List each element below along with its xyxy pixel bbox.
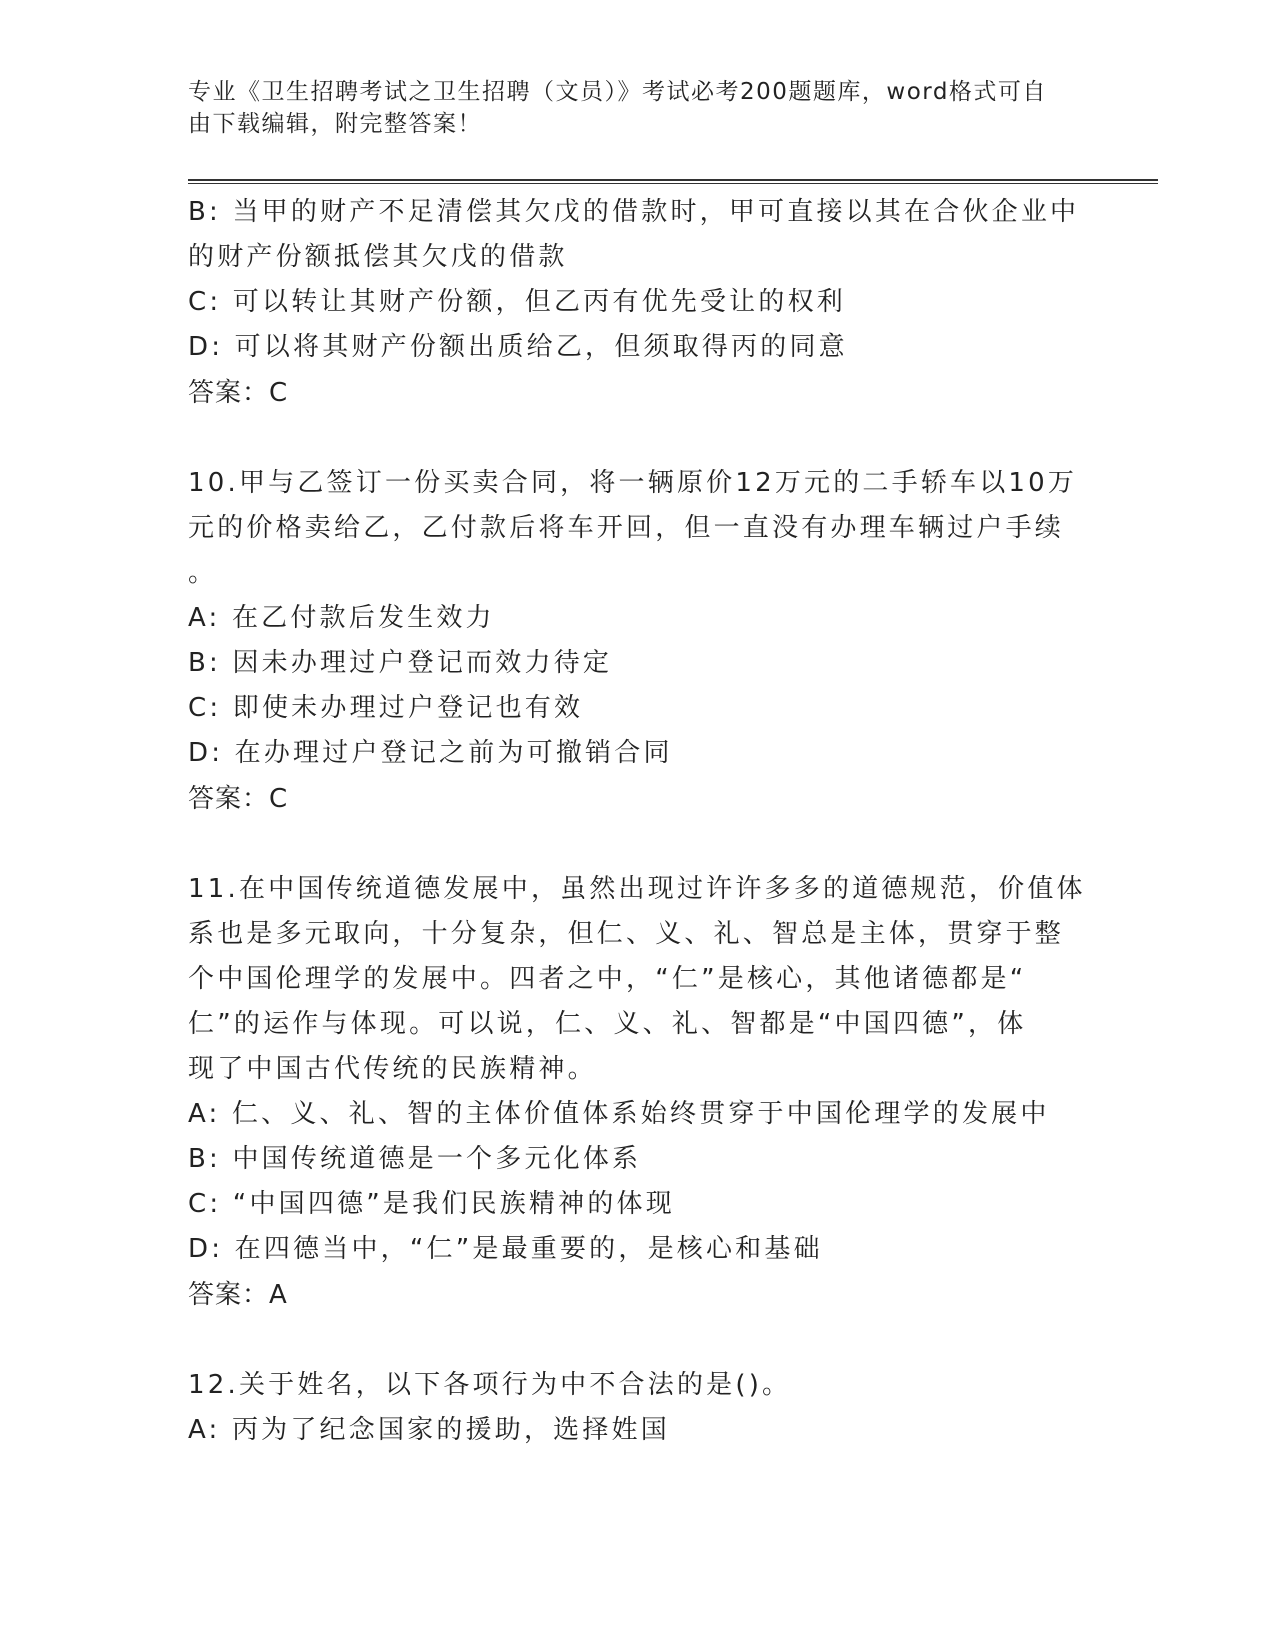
q11-option-c: C: “中国四德”是我们民族精神的体现 [188,1189,675,1219]
question-10 [188,461,1088,822]
q11-stem-line-3: 个中国伦理学的发展中。四者之中，“仁”是核心，其他诸德都是“ [188,964,1027,994]
q10-stem-line-1: 10.甲与乙签订一份买卖合同，将一辆原价12万元的二手轿车以10万 [188,468,1078,498]
question-content [188,190,1088,1453]
q11-stem-line-1: 11.在中国传统道德发展中，虽然出现过许许多多的道德规范，价值体 [188,874,1086,904]
question-12 [188,1363,1088,1453]
q11-stem-line-2: 系也是多元取向，十分复杂，但仁、义、礼、智总是主体，贯穿于整 [188,919,1065,949]
q11-option-b: B: 中国传统道德是一个多元化体系 [188,1144,642,1174]
header-divider-thick [188,179,1158,181]
q9-option-d: D: 可以将其财产份额出质给乙，但须取得丙的同意 [188,332,848,362]
q12-stem-line-1: 12.关于姓名，以下各项行为中不合法的是()。 [188,1370,792,1400]
question-9 [188,190,1088,416]
q10-answer: 答案：C [188,784,289,814]
q10-stem-line-3: 。 [188,558,218,588]
header-line-1: 专业《卫生招聘考试之卫生招聘（文员）》考试必考200题题库，word格式可自 [188,79,1047,105]
q11-option-a: A: 仁、义、礼、智的主体价值体系始终贯穿于中国伦理学的发展中 [188,1099,1050,1129]
q9-option-b-line-1: B: 当甲的财产不足清偿其欠戊的借款时，甲可直接以其在合伙企业中 [188,197,1080,227]
header-line-2: 由下载编辑，附完整答案！ [188,111,482,137]
q9-option-b-line-2: 的财产份额抵偿其欠戊的借款 [188,242,568,272]
q11-stem-line-5: 现了中国古代传统的民族精神。 [188,1054,597,1084]
q10-option-a: A: 在乙付款后发生效力 [188,603,495,633]
q9-option-c: C: 可以转让其财产份额，但乙丙有优先受让的权利 [188,287,846,317]
question-11 [188,867,1088,1318]
q12-option-a: A: 丙为了纪念国家的援助，选择姓国 [188,1415,670,1445]
q10-option-d: D: 在办理过户登记之前为可撤销合同 [188,738,673,768]
q10-option-b: B: 因未办理过户登记而效力待定 [188,648,613,678]
q11-option-d: D: 在四德当中，“仁”是最重要的，是核心和基础 [188,1234,823,1264]
spacer [188,416,1088,461]
spacer [188,1318,1088,1363]
q11-answer: 答案：A [188,1280,288,1310]
header-divider-thin [188,183,1158,184]
q10-option-c: C: 即使未办理过户登记也有效 [188,693,584,723]
q10-stem-line-2: 元的价格卖给乙，乙付款后将车开回，但一直没有办理车辆过户手续 [188,513,1065,543]
document-header [188,76,1068,140]
q11-stem-line-4: 仁”的运作与体现。可以说，仁、义、礼、智都是“中国四德”，体 [188,1009,1027,1039]
q9-answer: 答案：C [188,378,289,408]
spacer [188,822,1088,867]
